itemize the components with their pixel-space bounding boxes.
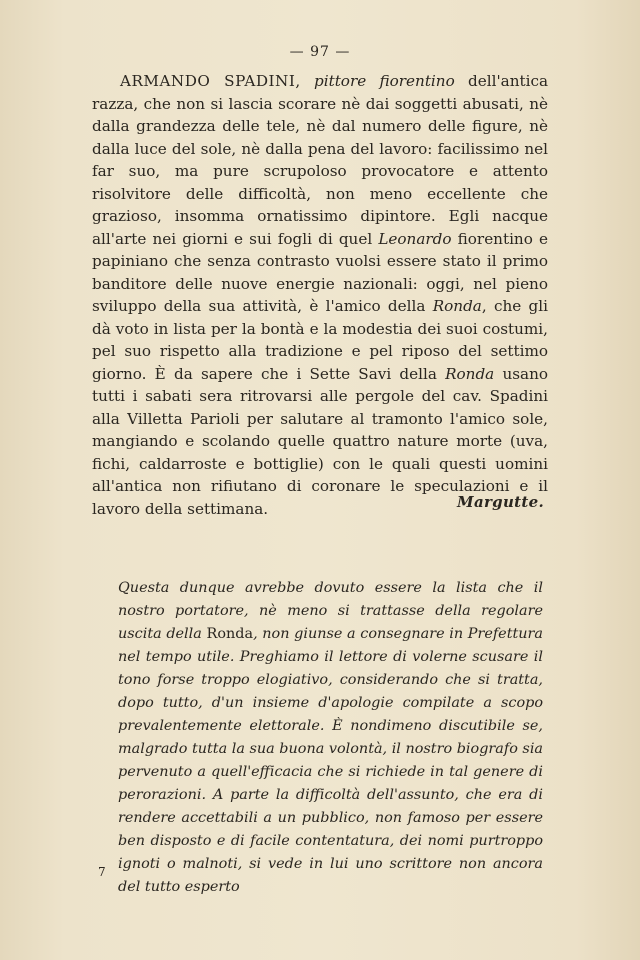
page-number: — 97 —: [289, 44, 351, 60]
note-text-2: , non giunse a consegnare in Prefettura nel tempo utile. Preghiamo il lettore di volerne scusare il tono forse troppo elogiativo, considerando che si tratta, dopo tutto, d'un insieme d'apologie compilate a scopo prevalentemente elettorale. È nondimeno discutibile se, malgrado tutta la sua buona volontà, il nostro biografo sia pervenuto a quell'efficacia che si richiede in tal genere di perorazioni. A parte la difficoltà dell'assunto, che era di rendere accettabili a un pubblico, non famoso per essere ben disposto e di facile contentatura, dei nomi purtroppo ignoti o malnoti, si vede in lui uno scrittore non ancora del tutto esperto: [118, 626, 543, 895]
note-paragraph: [118, 577, 543, 899]
paragraph-text-2: fiorentino e papiniano che senza contrasto vuolsi essere stato il primo banditore delle nuove energie nazionali: oggi, nel pieno sviluppo della sua attività, è l'amico della: [92, 229, 548, 315]
paragraph-text-1: dell'antica razza, che non si lascia scorare nè dai soggetti abusati, nè dalla grandezza delle tele, nè dal numero delle figure, nè dalla luce del sole, nè dalla pena del lavoro: facilissimo nel far suo, ma pure scrupoloso provocatore e attento risolvitore delle difficoltà, non meno eccellente che grazioso, insomma ornatissimo dipintore. Egli nacque all'arte nei giorni e sui fogli di quel: [92, 72, 549, 248]
signature-mark: 7: [98, 865, 106, 879]
ronda-title-2: Ronda: [445, 364, 495, 383]
body-text: [92, 70, 548, 520]
artist-epithet: pittore fiorentino: [314, 72, 455, 90]
spadini-paragraph: [92, 70, 548, 520]
author-signature: Margutte.: [457, 493, 544, 511]
note-text-1: Questa dunque avrebbe dovuto essere la lista che il nostro portatore, nè meno si trattasse della regolare uscita della: [118, 580, 543, 642]
paragraph-text-4: usano tutti i sabati sera ritrovarsi alle pergole del cav. Spadini alla Villetta Parioli per salutare al tramonto l'amico sole, mangiando e scolando quelle quattro nature morte (uva, fichi, caldarroste e bottiglie) con le quali questi uomini all'antica non rifiutano di coronare le speculazioni e il lavoro della settimana.: [92, 364, 548, 518]
artist-name: ARMANDO SPADINI,: [120, 72, 301, 90]
leonardo-title: Leonardo: [378, 229, 452, 248]
paragraph-text-3: , che gli dà voto in lista per la bontà e la modestia dei suoi costumi, pel suo rispetto alla tradizione e pel riposo del settimo giorno. È da sapere che i Sette Savi della: [92, 297, 548, 383]
note-ronda-title: Ronda: [206, 626, 254, 642]
editorial-note: [118, 577, 543, 899]
ronda-title-1: Ronda: [432, 297, 482, 315]
